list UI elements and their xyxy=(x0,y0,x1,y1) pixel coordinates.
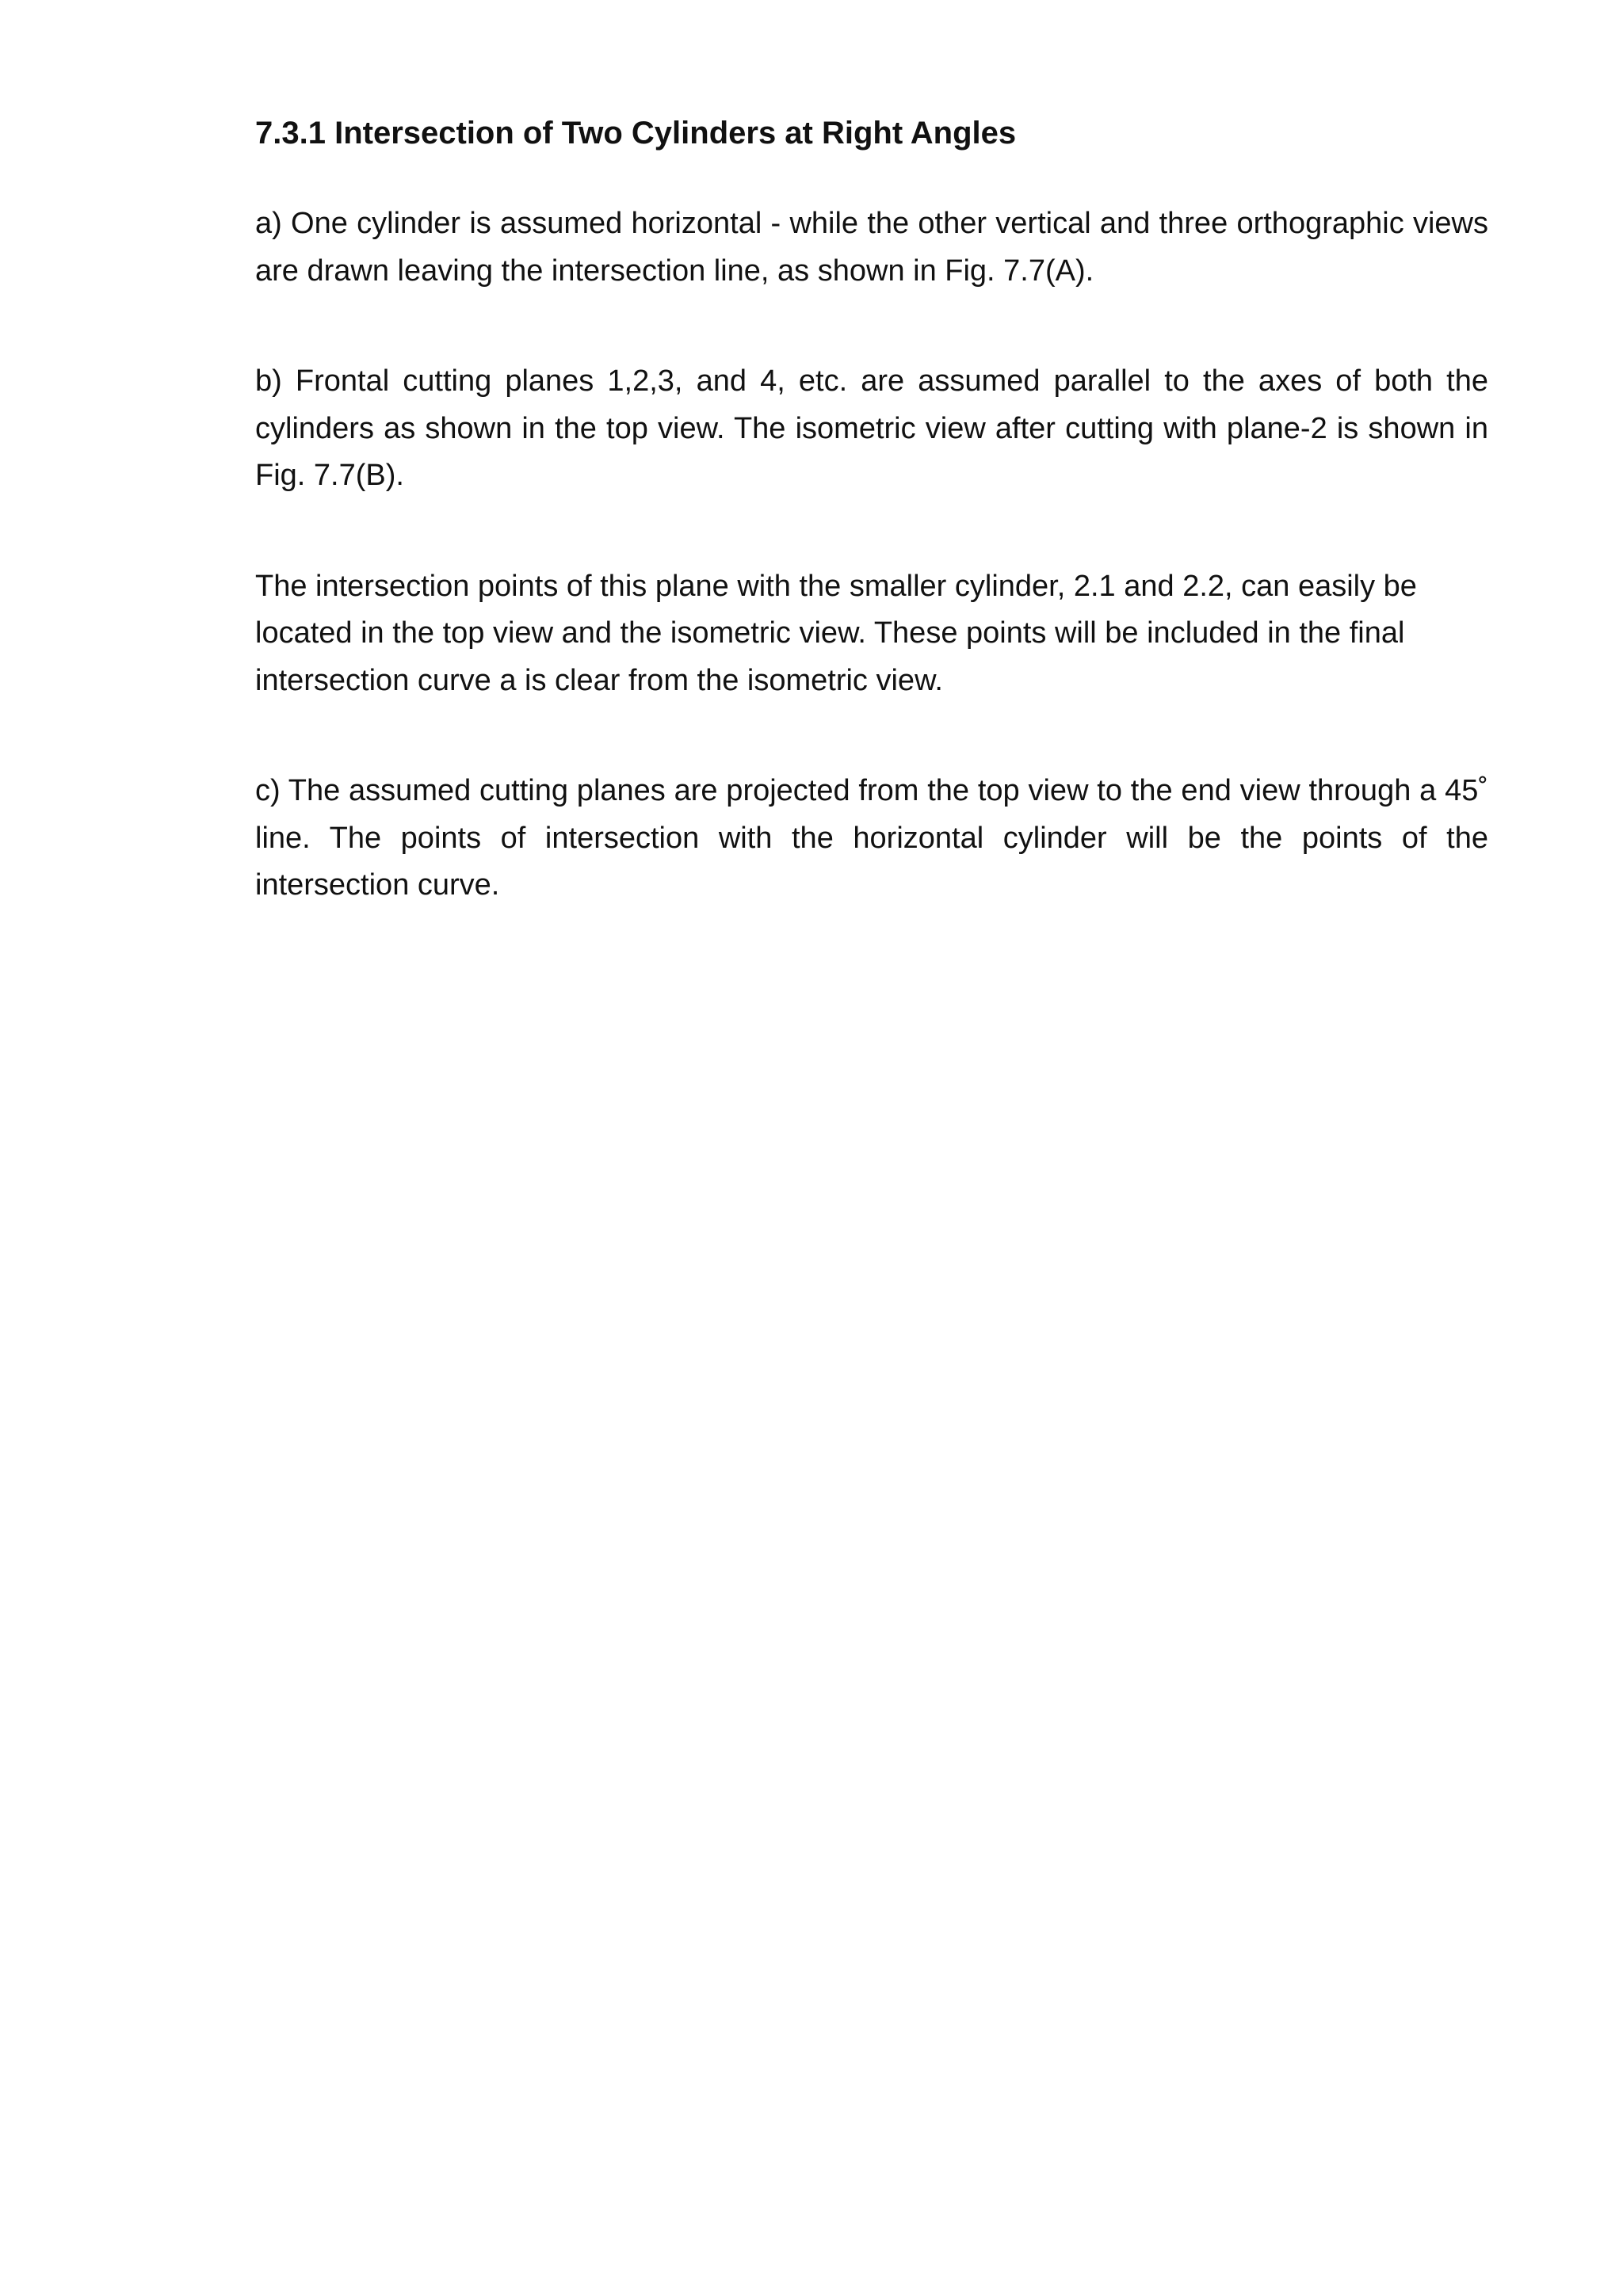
paragraph-b: b) Frontal cutting planes 1,2,3, and 4, etc. are assumed parallel to the axes of both the cylinders as shown in the top view. The isometric view after cutting with plane-2 is shown in Fig. 7.7(B). xyxy=(255,364,1488,492)
paragraph-a: a) One cylinder is assumed horizontal - while the other vertical and three orthographic views are drawn leaving the intersection line, as shown in Fig. 7.7(A). xyxy=(255,207,1488,288)
section-heading: 7.3.1 Intersection of Two Cylinders at Right Angles xyxy=(255,116,1017,151)
paragraph-c: c) The assumed cutting planes are projected from the top view to the end view through a 45˚ line. The points of intersection with the horizontal cylinder will be the points of the intersection curve. xyxy=(255,774,1488,902)
page-content xyxy=(255,109,1488,973)
paragraph-note: The intersection points of this plane with the smaller cylinder, 2.1 and 2.2, can easily be located in the top view and the isometric view. These points will be included in the final intersection curve a is clear from the isometric view. xyxy=(255,569,1417,697)
